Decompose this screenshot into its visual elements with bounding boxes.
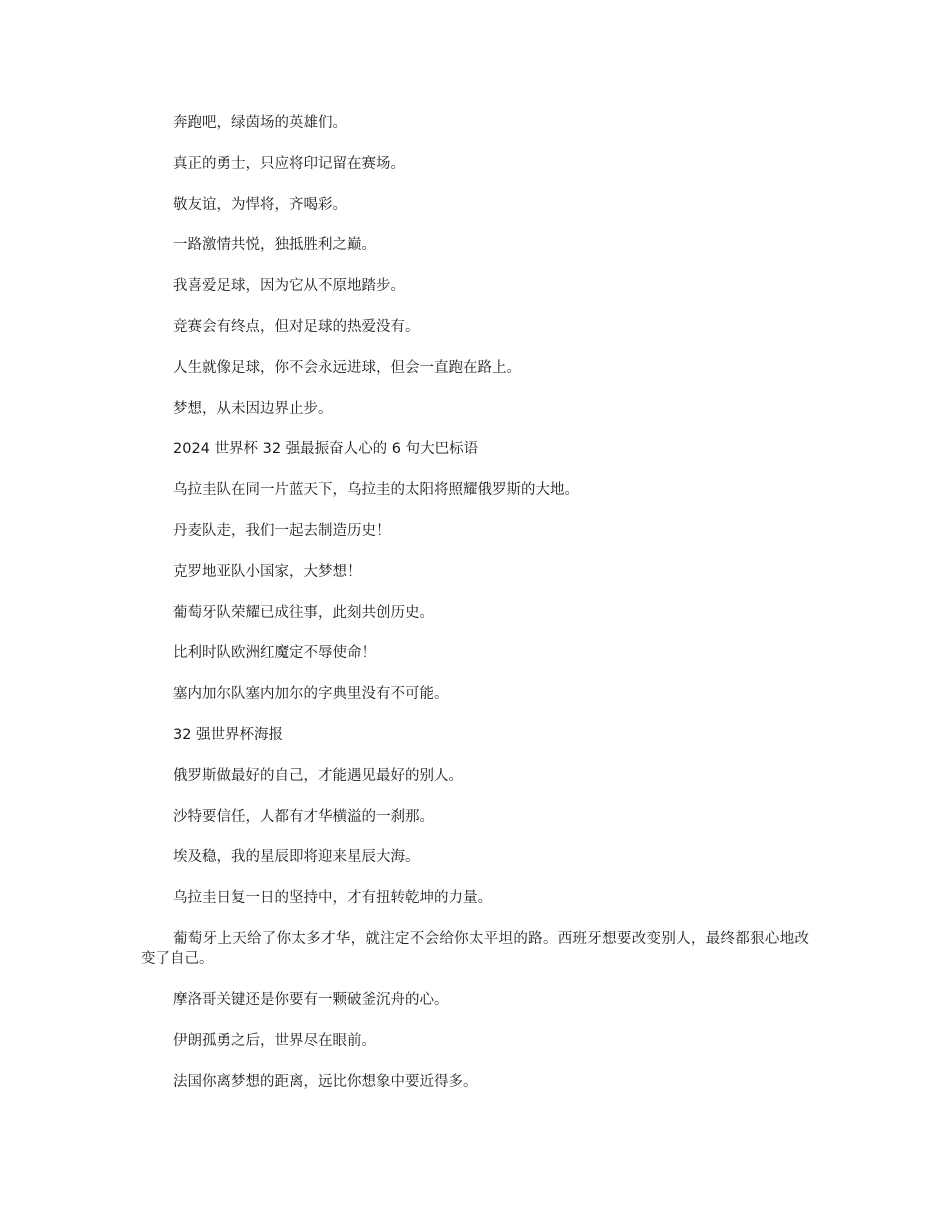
paragraph: 葡萄牙上天给了你太多才华，就注定不会给你太平坦的路。西班牙想要改变别人，最终都狠心地改变了自己。 (141, 930, 809, 968)
paragraph: 一路激情共悦，独抵胜利之巅。 (173, 237, 376, 254)
section-heading: 2024 世界杯 32 强最振奋人心的 6 句大巴标语 (173, 441, 479, 458)
paragraph: 乌拉圭队在同一片蓝天下，乌拉圭的太阳将照耀俄罗斯的大地。 (173, 482, 579, 499)
paragraph: 丹麦队走，我们一起去制造历史！ (173, 522, 391, 539)
paragraph: 克罗地亚队小国家，大梦想！ (173, 563, 362, 580)
paragraph: 乌拉圭日复一日的坚持中，才有扭转乾坤的力量。 (173, 890, 492, 907)
paragraph: 塞内加尔队塞内加尔的字典里没有不可能。 (173, 686, 449, 703)
paragraph: 敬友谊，为悍将，齐喝彩。 (173, 196, 347, 213)
paragraph: 人生就像足球，你不会永远进球，但会一直跑在路上。 (173, 359, 521, 376)
paragraph: 俄罗斯做最好的自己，才能遇见最好的别人。 (173, 767, 463, 784)
paragraph: 伊朗孤勇之后，世界尽在眼前。 (173, 1033, 376, 1050)
paragraph: 真正的勇士，只应将印记留在赛场。 (173, 155, 405, 172)
paragraph: 我喜爱足球，因为它从不原地踏步。 (173, 278, 405, 295)
paragraph: 摩洛哥关键还是你要有一颗破釜沉舟的心。 (173, 992, 449, 1009)
paragraph: 竞赛会有终点，但对足球的热爱没有。 (173, 318, 420, 335)
paragraph: 奔跑吧，绿茵场的英雄们。 (173, 115, 347, 131)
document-body (141, 113, 809, 1113)
section-heading: 32 强世界杯海报 (173, 726, 284, 743)
paragraph: 埃及稳，我的星辰即将迎来星辰大海。 (173, 849, 420, 866)
paragraph: 沙特要信任，人都有才华横溢的一刹那。 (173, 808, 434, 825)
paragraph: 法国你离梦想的距离，远比你想象中要近得多。 (173, 1073, 478, 1090)
paragraph: 梦想，从未因边界止步。 (173, 400, 333, 417)
paragraph: 葡萄牙队荣耀已成往事，此刻共创历史。 (173, 604, 434, 621)
paragraph: 比利时队欧洲红魔定不辱使命！ (173, 645, 376, 662)
